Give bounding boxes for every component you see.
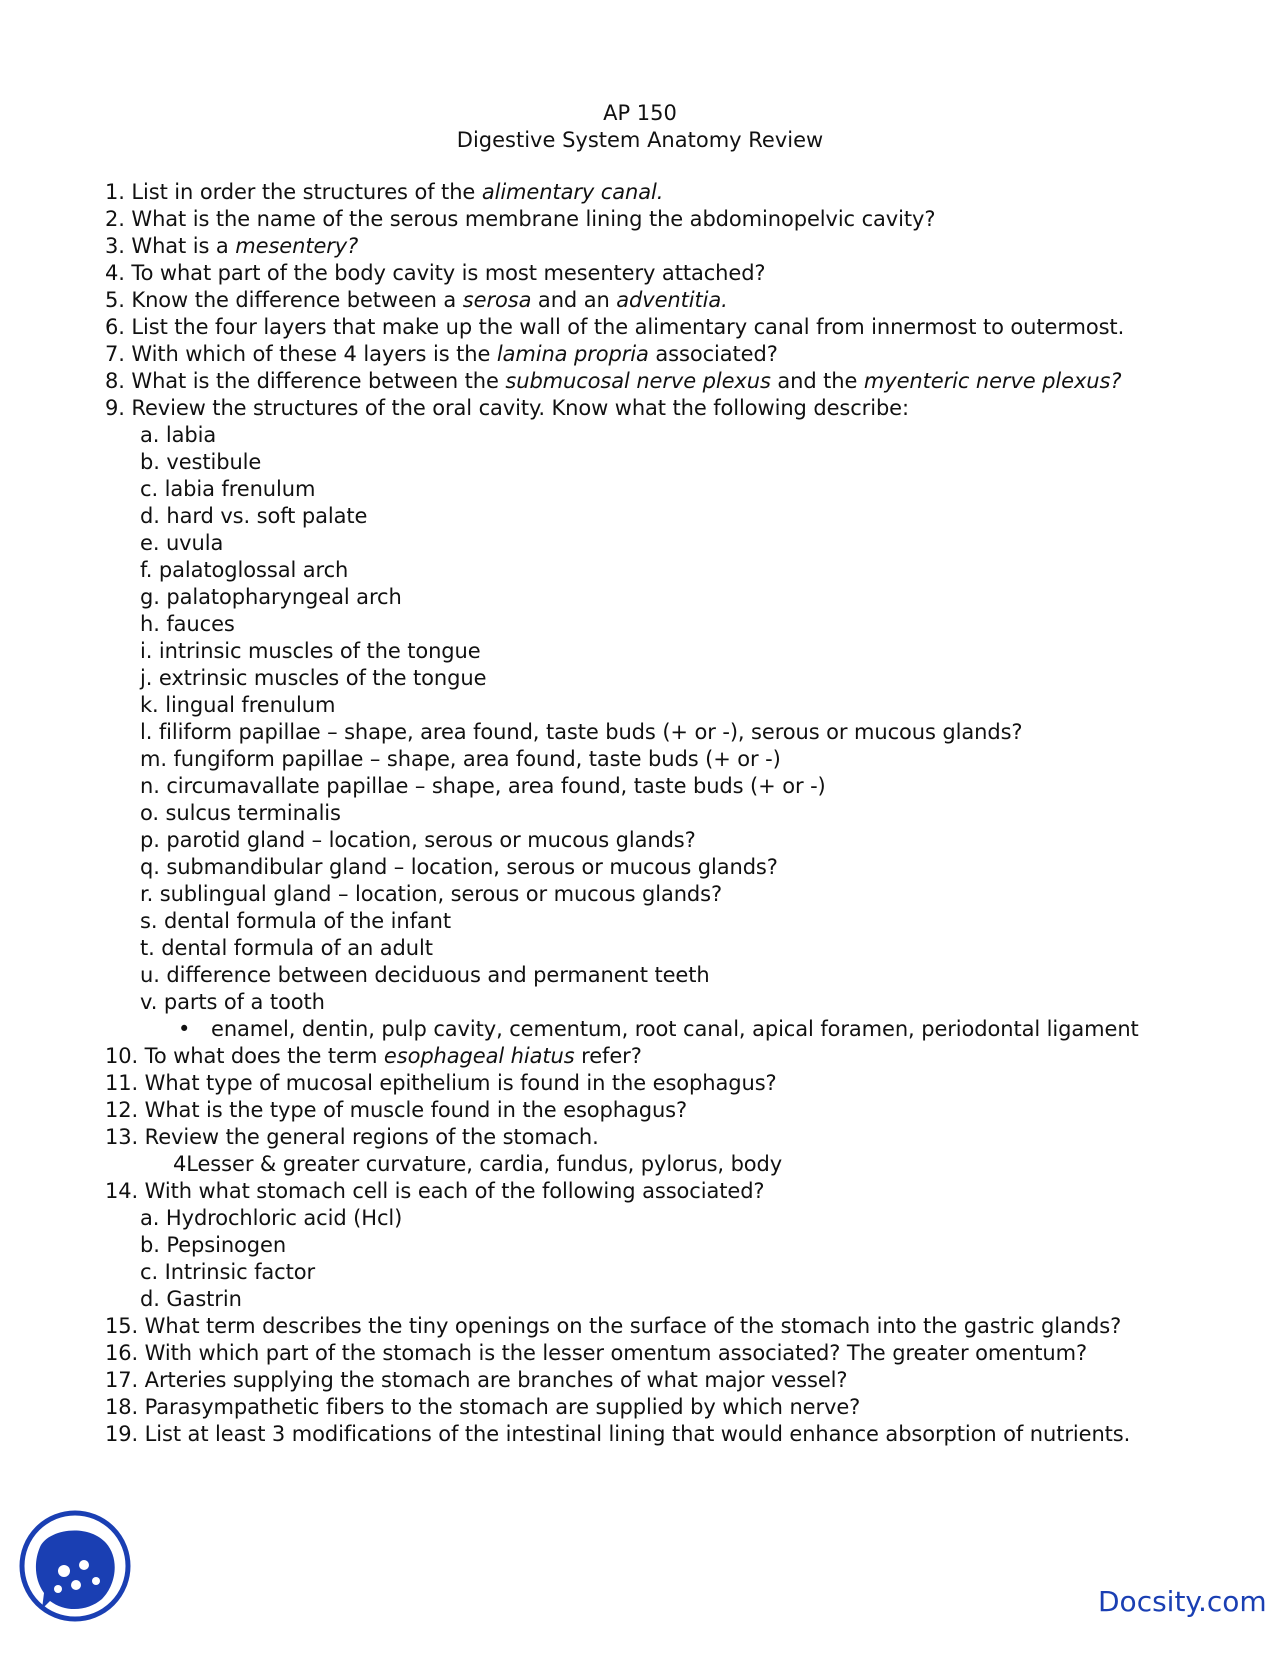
tooth-parts: enamel, dentin, pulp cavity, cementum, root canal, apical foramen, periodontal ligament bbox=[211, 1017, 1139, 1041]
bullet-icon: • bbox=[178, 1017, 191, 1041]
question-15: 15. What term describes the tiny openings on the surface of the stomach into the gastric glands? bbox=[105, 1314, 1122, 1338]
oral-item: c. labia frenulum bbox=[140, 477, 316, 501]
question-19: 19. List at least 3 modifications of the intestinal lining that would enhance absorption of nutrients. bbox=[105, 1422, 1131, 1446]
question-18: 18. Parasympathetic fibers to the stomach are supplied by which nerve? bbox=[105, 1395, 861, 1419]
question-16: 16. With which part of the stomach is the lesser omentum associated? The greater omentum? bbox=[105, 1341, 1088, 1365]
question-6: 6. List the four layers that make up the wall of the alimentary canal from innermost to outermost. bbox=[105, 315, 1125, 339]
question-13: 13. Review the general regions of the stomach. bbox=[105, 1125, 599, 1149]
oral-item: g. palatopharyngeal arch bbox=[140, 585, 402, 609]
stomach-regions: 4Lesser & greater curvature, cardia, fundus, pylorus, body bbox=[173, 1152, 783, 1176]
stomach-item: a. Hydrochloric acid (Hcl) bbox=[140, 1206, 403, 1230]
question-8: 8. What is the difference between the submucosal nerve plexus and the myenteric nerve plexus? bbox=[105, 369, 1122, 393]
question-14: 14. With what stomach cell is each of the following associated? bbox=[105, 1179, 765, 1203]
question-17: 17. Arteries supplying the stomach are branches of what major vessel? bbox=[105, 1368, 848, 1392]
oral-item: s. dental formula of the infant bbox=[140, 909, 452, 933]
oral-item: a. labia bbox=[140, 423, 217, 447]
question-1: 1. List in order the structures of the alimentary canal. bbox=[105, 180, 664, 204]
oral-item: e. uvula bbox=[140, 531, 224, 555]
oral-item: l. filiform papillae – shape, area found, taste buds (+ or -), serous or mucous glands? bbox=[140, 720, 1023, 744]
oral-item: i. intrinsic muscles of the tongue bbox=[140, 639, 481, 663]
question-7: 7. With which of these 4 layers is the lamina propria associated? bbox=[105, 342, 778, 366]
document-title: Digestive System Anatomy Review bbox=[456, 128, 824, 152]
oral-item: p. parotid gland – location, serous or mucous glands? bbox=[140, 828, 696, 852]
oral-item: m. fungiform papillae – shape, area found, taste buds (+ or -) bbox=[140, 747, 781, 771]
oral-item: h. fauces bbox=[140, 612, 235, 636]
question-12: 12. What is the type of muscle found in the esophagus? bbox=[105, 1098, 688, 1122]
question-3: 3. What is a mesentery? bbox=[105, 234, 359, 258]
oral-item: q. submandibular gland – location, serous or mucous glands? bbox=[140, 855, 778, 879]
docsity-brand-link[interactable]: Docsity.com bbox=[1098, 1585, 1267, 1618]
oral-item: t. dental formula of an adult bbox=[140, 936, 433, 960]
docsity-logo-icon[interactable] bbox=[18, 1509, 132, 1623]
question-11: 11. What type of mucosal epithelium is found in the esophagus? bbox=[105, 1071, 777, 1095]
course-code: AP 150 bbox=[603, 101, 677, 125]
oral-item: v. parts of a tooth bbox=[140, 990, 325, 1014]
question-10: 10. To what does the term esophageal hiatus refer? bbox=[105, 1044, 642, 1068]
oral-item: d. hard vs. soft palate bbox=[140, 504, 368, 528]
oral-item: n. circumavallate papillae – shape, area found, taste buds (+ or -) bbox=[140, 774, 826, 798]
oral-item: k. lingual frenulum bbox=[140, 693, 336, 717]
oral-item: f. palatoglossal arch bbox=[140, 558, 349, 582]
oral-item: u. difference between deciduous and permanent teeth bbox=[140, 963, 710, 987]
question-5: 5. Know the difference between a serosa and an adventitia. bbox=[105, 288, 728, 312]
question-4: 4. To what part of the body cavity is most mesentery attached? bbox=[105, 261, 766, 285]
question-2: 2. What is the name of the serous membrane lining the abdominopelvic cavity? bbox=[105, 207, 936, 231]
oral-item: b. vestibule bbox=[140, 450, 262, 474]
question-9: 9. Review the structures of the oral cavity. Know what the following describe: bbox=[105, 396, 909, 420]
stomach-item: b. Pepsinogen bbox=[140, 1233, 287, 1257]
stomach-item: d. Gastrin bbox=[140, 1287, 242, 1311]
oral-item: r. sublingual gland – location, serous or mucous glands? bbox=[140, 882, 723, 906]
oral-item: j. extrinsic muscles of the tongue bbox=[140, 666, 487, 690]
stomach-item: c. Intrinsic factor bbox=[140, 1260, 316, 1284]
oral-item: o. sulcus terminalis bbox=[140, 801, 341, 825]
